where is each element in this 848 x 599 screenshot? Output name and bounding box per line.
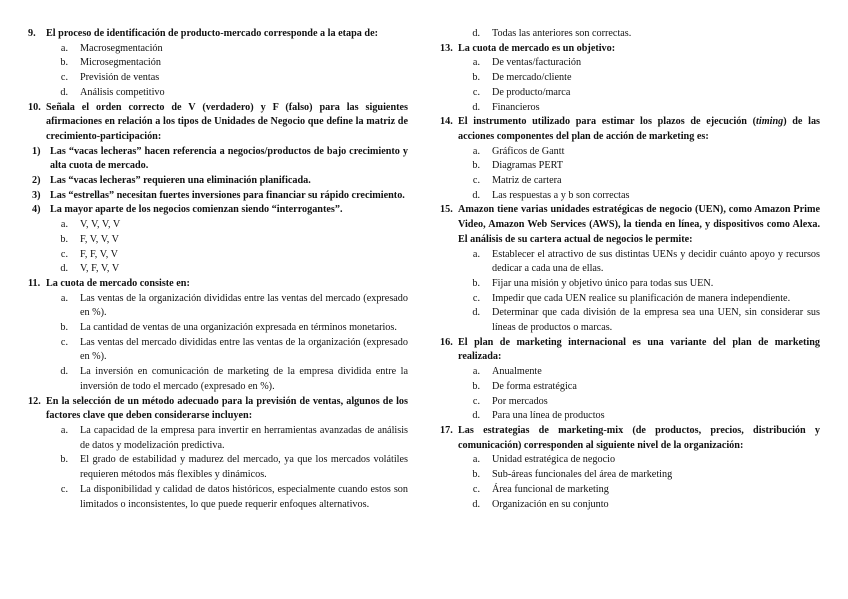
option-label: a. bbox=[472, 366, 480, 378]
option-text: Sub-áreas funcionales del área de marketing bbox=[492, 469, 673, 481]
statement-4 bbox=[32, 203, 408, 218]
statement-label: 4) bbox=[32, 204, 41, 216]
option-c bbox=[461, 292, 820, 307]
option-text: De producto/marca bbox=[492, 86, 571, 98]
option-label: a. bbox=[60, 292, 68, 304]
option-label: c. bbox=[60, 336, 68, 348]
question-text-part: El instrumento utilizado para estimar los plazos de ejecución ( bbox=[458, 116, 757, 128]
option-d bbox=[49, 86, 408, 101]
option-text: Determinar que cada división de la empresa sea una UEN, sin considerar sus líneas de productos o marcas. bbox=[492, 307, 820, 334]
option-c bbox=[461, 395, 820, 410]
options-list bbox=[440, 365, 820, 424]
question-text: Las estrategias de marketing-mix (de productos, precios, distribución y comunicación) corresponden al siguiente nivel de la organización: bbox=[458, 424, 820, 451]
option-text: La inversión en comunicación de marketing de la empresa dividida entre la inversión de todo el mercado (expresado en %). bbox=[80, 366, 408, 392]
question-number: 17. bbox=[440, 424, 453, 436]
option-d bbox=[461, 409, 820, 424]
option-d bbox=[49, 262, 408, 277]
option-label: c. bbox=[472, 175, 480, 187]
option-a bbox=[461, 56, 820, 71]
option-c bbox=[461, 86, 820, 101]
option-d bbox=[49, 365, 408, 394]
option-label: b. bbox=[60, 454, 68, 466]
question-12-continued bbox=[440, 27, 820, 42]
statements-list bbox=[28, 145, 408, 219]
option-label: b. bbox=[472, 72, 480, 84]
question-text: Amazon tiene varias unidades estratégicas de negocio (UEN), como Amazon Prime Video, Amazon Web Services (AWS), la tienda en línea, y dispositivos como Alexa. El análisis de su cartera actual de negocios le permite: bbox=[458, 204, 820, 245]
option-text: Las ventas del mercado divididas entre las ventas de la organización (expresado en %). bbox=[80, 336, 408, 363]
option-label: b. bbox=[472, 469, 480, 481]
option-d bbox=[461, 27, 820, 42]
option-text: Matriz de cartera bbox=[492, 175, 562, 187]
option-text: Análisis competitivo bbox=[80, 86, 165, 98]
option-label: b. bbox=[472, 380, 480, 392]
option-label: d. bbox=[472, 28, 480, 39]
option-label: d. bbox=[60, 366, 68, 378]
option-label: a. bbox=[472, 145, 480, 157]
option-text: Fijar una misión y objetivo único para todas sus UEN. bbox=[492, 277, 714, 289]
option-b bbox=[49, 233, 408, 248]
option-label: a. bbox=[60, 219, 68, 231]
question-text: El plan de marketing internacional es una variante del plan de marketing realizada: bbox=[458, 336, 820, 363]
option-text: Área funcional de marketing bbox=[492, 483, 609, 495]
option-label: a. bbox=[60, 42, 68, 54]
option-text: De forma estratégica bbox=[492, 380, 577, 392]
question-14 bbox=[440, 115, 820, 203]
question-15 bbox=[440, 203, 820, 335]
option-label: d. bbox=[60, 86, 68, 98]
option-b bbox=[49, 56, 408, 71]
question-number: 16. bbox=[440, 336, 453, 348]
option-label: a. bbox=[60, 424, 68, 436]
option-d bbox=[461, 189, 820, 204]
option-text: F, F, V, V bbox=[80, 248, 119, 260]
option-text: Microsegmentación bbox=[80, 57, 161, 69]
option-label: d. bbox=[472, 498, 480, 510]
options-list bbox=[28, 292, 408, 395]
options-list bbox=[440, 27, 820, 42]
statement-text: La mayor aparte de los negocios comienzan siendo “interrogantes”. bbox=[50, 204, 343, 216]
question-13 bbox=[440, 42, 820, 116]
question-text bbox=[458, 115, 820, 144]
question-number: 13. bbox=[440, 42, 453, 54]
question-12 bbox=[28, 395, 408, 513]
option-a bbox=[49, 292, 408, 321]
option-b bbox=[461, 159, 820, 174]
question-number: 15. bbox=[440, 204, 453, 216]
question-text-italic: timing bbox=[756, 116, 784, 128]
option-c bbox=[49, 248, 408, 263]
options-list bbox=[440, 56, 820, 115]
options-list bbox=[28, 42, 408, 101]
options-list bbox=[28, 424, 408, 512]
option-label: b. bbox=[60, 57, 68, 69]
statement-2 bbox=[32, 174, 408, 189]
right-column bbox=[440, 27, 820, 512]
question-text-part: ) de las acciones componentes del plan de acción de marketing es: bbox=[458, 116, 820, 142]
option-label: d. bbox=[60, 263, 68, 275]
question-text: El proceso de identificación de producto-mercado corresponde a la etapa de: bbox=[46, 28, 379, 39]
option-c bbox=[461, 174, 820, 189]
option-label: a. bbox=[472, 57, 480, 69]
option-a bbox=[49, 42, 408, 57]
option-text: Para una línea de productos bbox=[492, 410, 605, 422]
option-b bbox=[461, 380, 820, 395]
option-label: c. bbox=[472, 395, 480, 407]
option-label: c. bbox=[472, 86, 480, 98]
option-text: Organización en su conjunto bbox=[492, 498, 609, 510]
question-17 bbox=[440, 424, 820, 512]
question-9 bbox=[28, 27, 408, 101]
option-c bbox=[49, 71, 408, 86]
option-text: El grado de estabilidad y madurez del mercado, ya que los mercados volátiles requieren métodos más flexibles y dinámicos. bbox=[80, 454, 408, 481]
option-a bbox=[49, 218, 408, 233]
option-text: Impedir que cada UEN realice su planificación de manera independiente. bbox=[492, 292, 791, 304]
option-label: d. bbox=[472, 307, 480, 319]
option-text: Las ventas de la organización divididas entre las ventas del mercado (expresado en %). bbox=[80, 292, 408, 319]
statement-text: Las “vacas lecheras” hacen referencia a negocios/productos de bajo crecimiento y alta cuota de mercado. bbox=[50, 145, 408, 172]
option-label: b. bbox=[472, 277, 480, 289]
statement-1 bbox=[32, 145, 408, 174]
option-text: Previsión de ventas bbox=[80, 72, 160, 84]
option-b bbox=[49, 453, 408, 482]
question-text: Señala el orden correcto de V (verdadero) y F (falso) para las siguientes afirmaciones en relación a los tipos de Unidades de Negocio que define la matriz de crecimiento-participación: bbox=[46, 101, 408, 142]
statement-3 bbox=[32, 189, 408, 204]
option-label: c. bbox=[60, 248, 68, 260]
question-number: 11. bbox=[28, 277, 41, 289]
option-a bbox=[461, 453, 820, 468]
options-list bbox=[440, 453, 820, 512]
option-b bbox=[461, 277, 820, 292]
option-a bbox=[461, 248, 820, 277]
question-text: En la selección de un método adecuado para la previsión de ventas, algunos de los factores clave que deben considerarse incluyen: bbox=[46, 395, 408, 422]
statement-label: 3) bbox=[32, 189, 41, 201]
option-text: Anualmente bbox=[492, 366, 542, 378]
option-label: c. bbox=[60, 72, 68, 84]
statement-label: 2) bbox=[32, 175, 41, 187]
option-label: c. bbox=[60, 483, 68, 495]
option-d bbox=[461, 498, 820, 513]
option-d bbox=[461, 101, 820, 116]
option-text: Por mercados bbox=[492, 395, 548, 407]
option-text: Financieros bbox=[492, 101, 540, 113]
option-text: F, V, V, V bbox=[80, 233, 120, 245]
option-label: d. bbox=[472, 410, 480, 422]
question-16 bbox=[440, 336, 820, 424]
option-label: b. bbox=[472, 160, 480, 172]
question-number: 10. bbox=[28, 101, 41, 113]
question-10 bbox=[28, 101, 408, 277]
option-label: a. bbox=[472, 454, 480, 466]
statement-label: 1) bbox=[32, 145, 41, 157]
option-text: Macrosegmentación bbox=[80, 42, 163, 54]
question-text: La cuota de mercado consiste en: bbox=[46, 277, 190, 289]
option-label: a. bbox=[472, 248, 480, 260]
option-text: Todas las anteriores son correctas. bbox=[492, 28, 632, 39]
option-c bbox=[461, 483, 820, 498]
option-text: La disponibilidad y calidad de datos históricos, especialmente cuando estos son limitados o inconsistentes, lo que puede requerir enfoques alternativos. bbox=[80, 483, 408, 510]
option-text: De ventas/facturación bbox=[492, 57, 582, 69]
option-text: La cantidad de ventas de una organización expresada en términos monetarios. bbox=[80, 322, 397, 334]
question-number: 12. bbox=[28, 395, 41, 407]
option-a bbox=[461, 145, 820, 160]
option-a bbox=[49, 424, 408, 453]
option-d bbox=[461, 306, 820, 335]
question-11 bbox=[28, 277, 408, 395]
statement-text: Las “vacas lecheras” requieren una eliminación planificada. bbox=[50, 175, 311, 187]
option-c bbox=[49, 336, 408, 365]
option-text: Unidad estratégica de negocio bbox=[492, 454, 616, 466]
option-label: c. bbox=[472, 483, 480, 495]
option-label: d. bbox=[472, 101, 480, 113]
left-column bbox=[28, 27, 408, 512]
question-text: La cuota de mercado es un objetivo: bbox=[458, 42, 616, 54]
option-text: De mercado/cliente bbox=[492, 72, 572, 84]
option-b bbox=[461, 71, 820, 86]
option-text: Diagramas PERT bbox=[492, 160, 563, 172]
options-list bbox=[440, 248, 820, 336]
option-text: V, V, V, V bbox=[80, 219, 121, 231]
option-b bbox=[49, 321, 408, 336]
option-b bbox=[461, 468, 820, 483]
statement-text: Las “estrellas” necesitan fuertes inversiones para financiar su rápido crecimiento. bbox=[50, 189, 405, 201]
option-text: La capacidad de la empresa para invertir en herramientas avanzadas de análisis de datos y modelización predictiva. bbox=[80, 424, 408, 451]
options-list bbox=[440, 145, 820, 204]
option-label: b. bbox=[60, 322, 68, 334]
options-list bbox=[28, 218, 408, 277]
option-text: Las respuestas a y b son correctas bbox=[492, 189, 630, 201]
option-text: Gráficos de Gantt bbox=[492, 145, 565, 157]
option-a bbox=[461, 365, 820, 380]
option-label: b. bbox=[60, 233, 68, 245]
option-c bbox=[49, 483, 408, 512]
option-text: V, F, V, V bbox=[80, 263, 120, 275]
question-number: 9. bbox=[28, 28, 36, 39]
option-label: c. bbox=[472, 292, 480, 304]
option-label: d. bbox=[472, 189, 480, 201]
question-number: 14. bbox=[440, 116, 453, 128]
option-text: Establecer el atractivo de sus distintas UENs y decidir cuánto apoyo y recursos dedicar a cada una de ellas. bbox=[492, 248, 820, 275]
